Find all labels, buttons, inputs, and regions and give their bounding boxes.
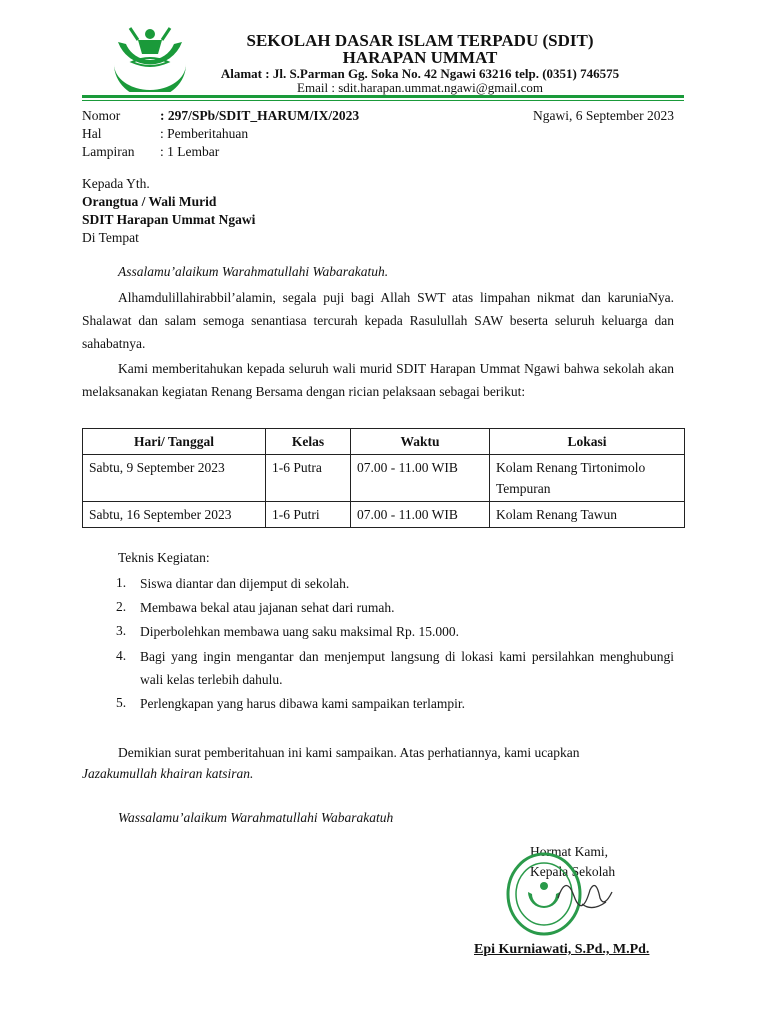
- table-header-cell: Lokasi: [490, 429, 685, 455]
- table-row: [83, 502, 685, 528]
- table-header-row: [83, 429, 685, 455]
- signer-name: Epi Kurniawati, S.Pd., M.Pd.: [474, 942, 650, 957]
- table-header-cell: Waktu: [351, 429, 490, 455]
- list-item: Perlengkapan yang harus dibawa kami sampaikan terlampir.: [140, 696, 466, 711]
- list-item-number: 2.: [116, 599, 127, 614]
- recipient-line3: SDIT Harapan Ummat Ngawi: [82, 212, 256, 227]
- list-item: Diperbolehkan membawa uang saku maksimal Rp. 15.000.: [140, 624, 460, 639]
- header-rule-thin: [82, 100, 684, 101]
- recipient-line2: Orangtua / Wali Murid: [82, 194, 217, 209]
- teknis-title: Teknis Kegiatan:: [118, 550, 210, 565]
- list-item-number: 5.: [116, 695, 127, 710]
- hal-label: Hal: [82, 126, 102, 141]
- nomor-label: Nomor: [82, 108, 121, 123]
- table-row: [83, 455, 685, 502]
- signature-line1: Hormat Kami,: [530, 844, 608, 859]
- school-address: Alamat : Jl. S.Parman Gg. Soka No. 42 Ngawi 63216 telp. (0351) 746575: [220, 66, 620, 81]
- recipient-line1: Kepada Yth.: [82, 176, 150, 191]
- table-cell: Sabtu, 9 September 2023: [83, 455, 266, 502]
- list-item: Membawa bekal atau jajanan sehat dari rumah.: [140, 600, 395, 615]
- table-cell: Kolam Renang Tawun: [490, 502, 685, 528]
- signature-line2: Kepala Sekolah: [530, 864, 616, 879]
- lampiran-label: Lampiran: [82, 144, 135, 159]
- nomor-value: : 297/SPb/SDIT_HARUM/IX/2023: [160, 108, 360, 123]
- letter-date: Ngawi, 6 September 2023: [533, 108, 674, 123]
- list-item: Siswa diantar dan dijemput di sekolah.: [140, 576, 350, 591]
- schedule-table: [82, 428, 685, 528]
- table-cell: 07.00 - 11.00 WIB: [351, 455, 490, 502]
- hal-value: : Pemberitahuan: [160, 126, 249, 141]
- school-name-line1: SEKOLAH DASAR ISLAM TERPADU (SDIT): [246, 31, 594, 50]
- header-rule-thick: [82, 95, 684, 98]
- school-email: Email : sdit.harapan.ummat.ngawi@gmail.com: [297, 80, 543, 95]
- table-header-cell: Kelas: [266, 429, 351, 455]
- table-header-cell: Hari/ Tanggal: [83, 429, 266, 455]
- handwritten-signature-icon: [552, 868, 622, 918]
- list-item: Bagi yang ingin mengantar dan menjemput langsung di lokasi kami persilahkan menghubungi wali kelas terlebih dahulu.: [140, 649, 674, 687]
- lampiran-value: : 1 Lembar: [160, 144, 220, 159]
- table-cell: Kolam Renang Tirtonimolo Tempuran: [490, 455, 685, 502]
- table-cell: 1-6 Putra: [266, 455, 351, 502]
- closing-salam: Wassalamu’alaikum Warahmatullahi Wabarakatuh: [118, 810, 394, 825]
- school-logo-icon: [108, 24, 192, 92]
- school-name-line2: HARAPAN UMMAT: [342, 48, 498, 67]
- paragraph-2: Kami memberitahukan kepada seluruh wali murid SDIT Harapan Ummat Ngawi bahwa sekolah akan melaksanakan kegiatan Renang Bersama dengan rician pelaksaan sebagai berikut:: [82, 361, 674, 399]
- recipient-line4: Di Tempat: [82, 230, 139, 245]
- list-item-number: 1.: [116, 575, 127, 590]
- closing-paragraph: Demikian surat pemberitahuan ini kami sampaikan. Atas perhatiannya, kami ucapkan: [118, 745, 580, 760]
- table-cell: Sabtu, 16 September 2023: [83, 502, 266, 528]
- list-item-number: 3.: [116, 623, 127, 638]
- greeting: Assalamu’alaikum Warahmatullahi Wabarakatuh.: [118, 264, 389, 279]
- list-item-number: 4.: [116, 648, 127, 663]
- closing-italic: Jazakumullah khairan katsiran.: [82, 766, 254, 781]
- paragraph-1: Alhamdulillahirabbil’alamin, segala puji bagi Allah SWT atas limpahan nikmat dan karuniaNya. Shalawat dan salam semoga senantiasa tercurah kepada Rasulullah SAW beserta seluruh keluarga dan sahabatnya.: [82, 290, 674, 351]
- table-cell: 1-6 Putri: [266, 502, 351, 528]
- table-cell: 07.00 - 11.00 WIB: [351, 502, 490, 528]
